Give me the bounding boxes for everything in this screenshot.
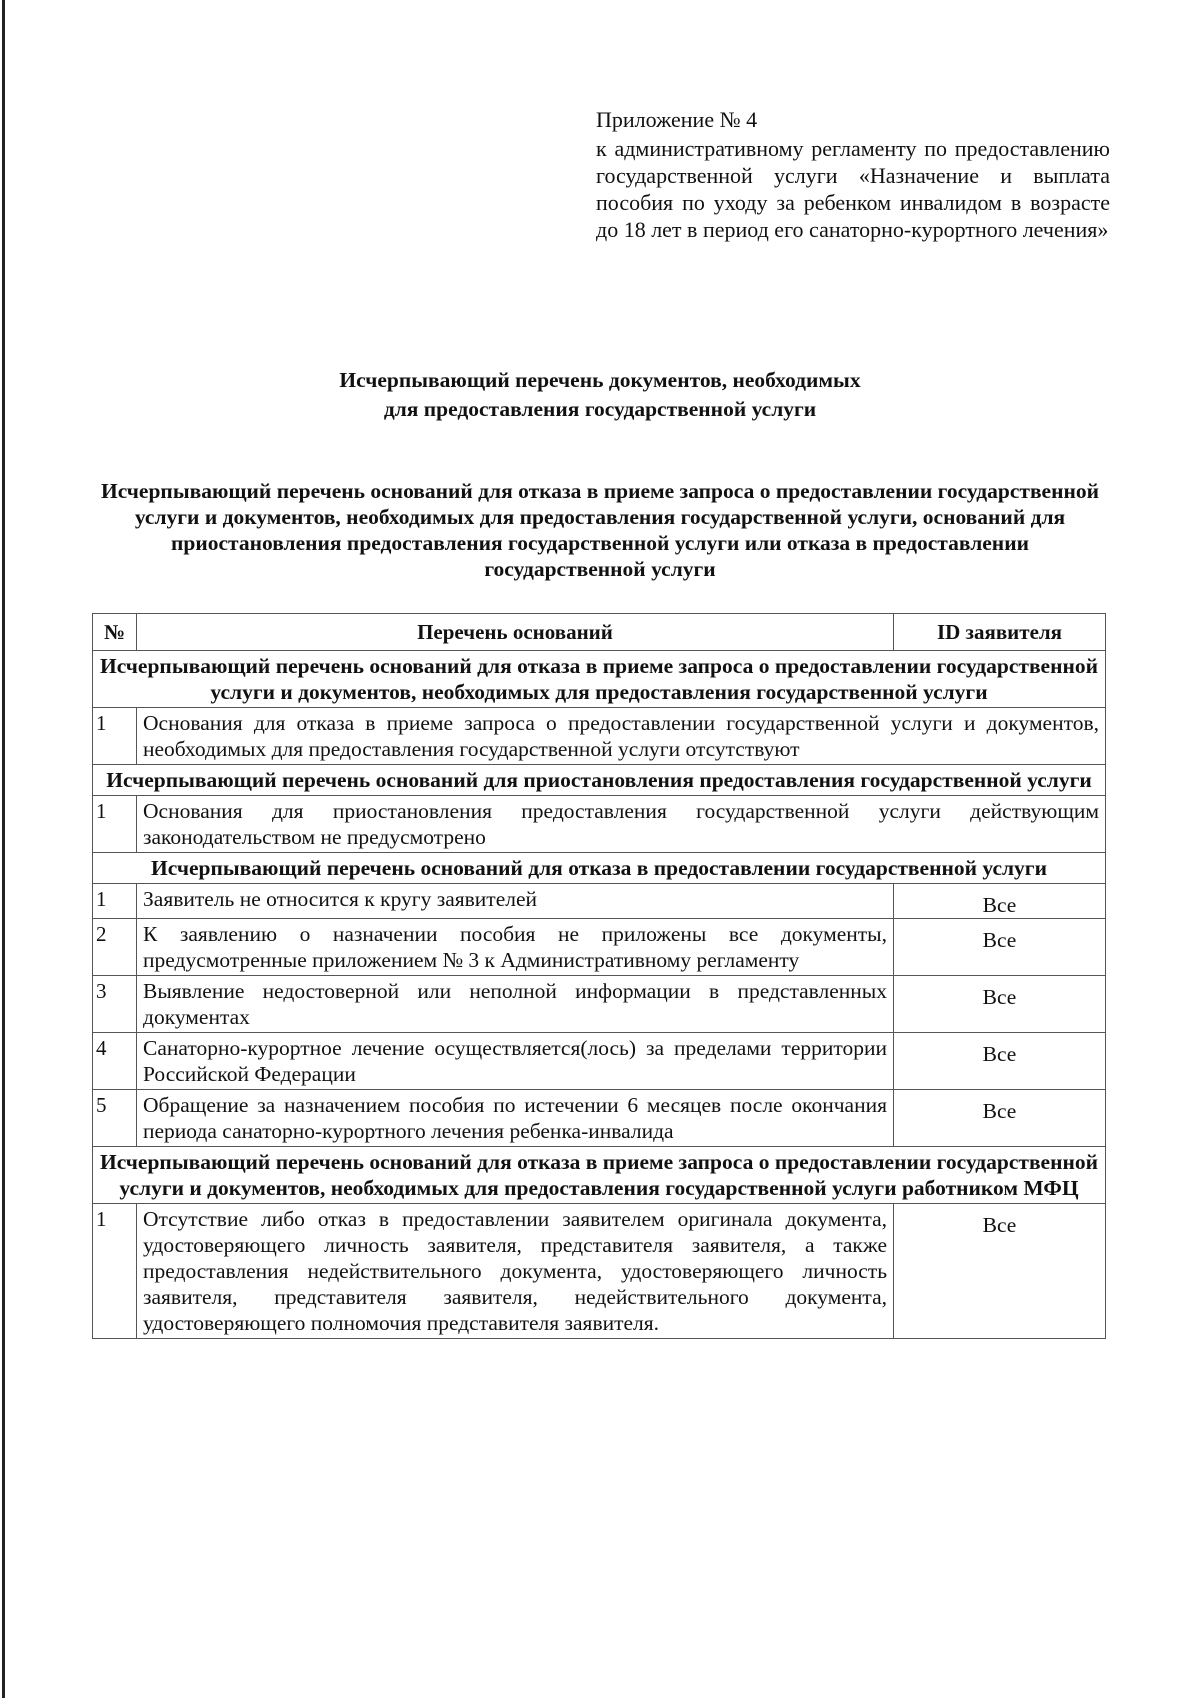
row-applicant-id: Все <box>894 1204 1106 1339</box>
row-applicant-id: Все <box>894 1033 1106 1090</box>
table-row <box>93 919 1106 976</box>
row-number: 5 <box>93 1090 137 1147</box>
row-text: К заявлению о назначении пособия не приложены все документы, предусмотренные приложением № 3 к Административному регламенту <box>137 919 894 976</box>
annex-number: Приложение № 4 <box>596 107 758 132</box>
row-number: 1 <box>93 1204 137 1339</box>
annex-block <box>596 106 1110 243</box>
table-row <box>93 708 1106 765</box>
header-id: ID заявителя <box>894 614 1106 651</box>
table-row <box>93 1033 1106 1090</box>
row-number: 1 <box>93 884 137 919</box>
row-number: 1 <box>93 796 137 853</box>
document-title <box>0 366 1200 424</box>
row-text: Заявитель не относится к кругу заявителей <box>137 884 894 919</box>
table-section-header <box>93 853 1106 884</box>
row-text: Санаторно-курортное лечение осуществляется(лось) за пределами территории Российской Федерации <box>137 1033 894 1090</box>
row-text: Обращение за назначением пособия по истечении 6 месяцев после окончания периода санаторно-курортного лечения ребенка-инвалида <box>137 1090 894 1147</box>
table-row <box>93 1204 1106 1339</box>
row-applicant-id: Все <box>894 976 1106 1033</box>
table-row <box>93 884 1106 919</box>
section-title-cell: Исчерпывающий перечень оснований для отказа в приеме запроса о предоставлении государственной услуги и документов, необходимых для предоставления государственной услуги <box>93 651 1106 708</box>
row-text: Основания для отказа в приеме запроса о предоставлении государственной услуги и документов, необходимых для предоставления государственной услуги отсутствуют <box>137 708 1106 765</box>
table-row <box>93 1090 1106 1147</box>
table-row <box>93 796 1106 853</box>
header-list: Перечень оснований <box>137 614 894 651</box>
row-text: Отсутствие либо отказ в предоставлении заявителем оригинала документа, удостоверяющего личность заявителя, представителя заявителя, а также предоставления недействительного документа, удостоверяющего личность заявителя, представителя заявителя, недействительного документа, удостоверяющего полномочия представителя заявителя. <box>137 1204 894 1339</box>
row-text: Основания для приостановления предоставления государственной услуги действующим законодательством не предусмотрено <box>137 796 1106 853</box>
row-applicant-id: Все <box>894 919 1106 976</box>
row-applicant-id: Все <box>894 1090 1106 1147</box>
table-section-header <box>93 1147 1106 1204</box>
table-row <box>93 976 1106 1033</box>
section-title-cell: Исчерпывающий перечень оснований для приостановления предоставления государственной услуги <box>93 765 1106 796</box>
row-applicant-id: Все <box>894 884 1106 919</box>
table-section-header <box>93 765 1106 796</box>
scan-edge-line <box>2 0 5 1698</box>
table-section-header <box>93 651 1106 708</box>
row-number: 2 <box>93 919 137 976</box>
row-number: 1 <box>93 708 137 765</box>
section-title-cell: Исчерпывающий перечень оснований для отказа в предоставлении государственной услуги <box>93 853 1106 884</box>
section-title: Исчерпывающий перечень оснований для отказа в приеме запроса о предоставлении государственной услуги и документов, необходимых для предоставления государственной услуги, оснований для приостановления предоставления государственной услуги или отказа в предоставлении государственной услуги <box>100 479 1100 581</box>
row-text: Выявление недостоверной или неполной информации в представленных документах <box>137 976 894 1033</box>
document-title-line2: для предоставления государственной услуги <box>383 397 817 421</box>
table-header-row <box>93 614 1106 651</box>
document-title-line1: Исчерпывающий перечень документов, необходимых <box>339 368 861 392</box>
row-number: 4 <box>93 1033 137 1090</box>
grounds-table <box>92 613 1106 1339</box>
row-number: 3 <box>93 976 137 1033</box>
annex-text: к административному регламенту по предоставлению государственной услуги «Назначение и выплата пособия по уходу за ребенком инвалидом в возрасте до 18 лет в период его санаторно-курортного лечения» <box>596 136 1110 242</box>
header-num: № <box>93 614 137 651</box>
section-title-cell: Исчерпывающий перечень оснований для отказа в приеме запроса о предоставлении государственной услуги и документов, необходимых для предоставления государственной услуги работником МФЦ <box>93 1147 1106 1204</box>
